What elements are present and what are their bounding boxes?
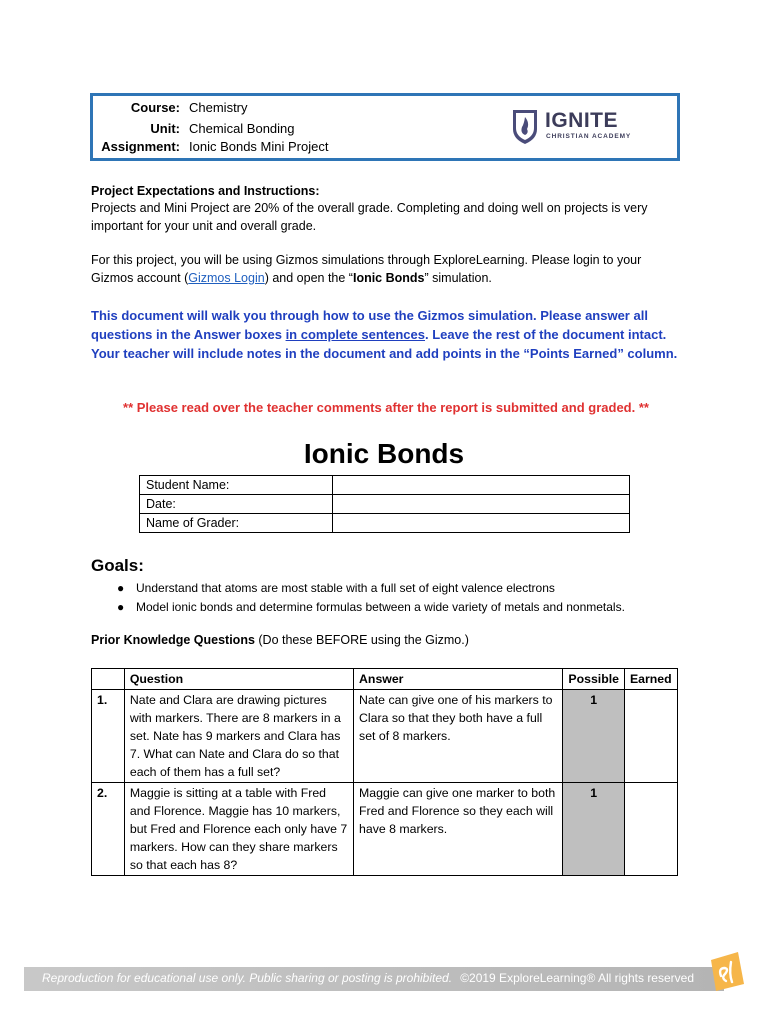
blue-text-start: This document will walk you through how to use the Gizmos simulation. Please answer all questions in the Answer boxes (91, 308, 648, 342)
table-row (92, 783, 678, 876)
possible-header: Possible (563, 669, 625, 690)
earned-points[interactable] (624, 783, 677, 876)
goal-text: Model ionic bonds and determine formulas between a wide variety of metals and nonmetals. (136, 600, 625, 614)
ignite-logo (511, 107, 651, 149)
page-title: Ionic Bonds (303, 438, 465, 469)
unit-value: Chemical Bonding (189, 121, 295, 136)
footer-left-text: Reproduction for educational use only. Public sharing or posting is prohibited. (42, 971, 453, 985)
student-info-table (139, 475, 630, 533)
possible-points: 1 (563, 783, 625, 876)
bullet-icon: ● (117, 600, 125, 614)
table-row (140, 514, 630, 533)
para2-text-start: For this project, you will be using Gizmos simulations through ExploreLearning. Please login to your Gizmos account ( (91, 253, 642, 285)
goal-text: Understand that atoms are most stable with a full set of eight valence electrons (136, 581, 555, 595)
date-field[interactable] (333, 495, 630, 514)
student-name-field[interactable] (333, 476, 630, 495)
answer-header: Answer (354, 669, 563, 690)
student-name-label: Student Name: (140, 476, 333, 495)
course-label: Course: (130, 100, 180, 115)
date-label: Date: (140, 495, 333, 514)
grader-label: Name of Grader: (140, 514, 333, 533)
table-row (140, 495, 630, 514)
expectations-paragraph-2 (91, 251, 681, 287)
course-value: Chemistry (189, 100, 248, 115)
prior-heading-rest: (Do these BEFORE using the Gizmo.) (254, 633, 469, 647)
blue-text-end: . Leave the rest of the document intact. Your teacher will include notes in the document and add points in the “Points Earned” column. (91, 327, 678, 361)
assignment-value: Ionic Bonds Mini Project (189, 139, 329, 154)
gizmos-login-link[interactable]: Gizmos Login (188, 271, 265, 285)
ignite-shield-icon (511, 107, 539, 145)
prior-heading-bold: Prior Knowledge Questions (91, 633, 255, 647)
earned-header: Earned (624, 669, 677, 690)
table-header-row (92, 669, 678, 690)
footer-bar (24, 967, 724, 991)
goals-heading: Goals: (91, 556, 144, 575)
questions-table (91, 668, 678, 876)
table-row (140, 476, 630, 495)
red-note: ** Please read over the teacher comments after the report is submitted and graded. ** (123, 400, 649, 415)
blue-instructions (91, 306, 681, 363)
question-header: Question (124, 669, 353, 690)
answer-field[interactable]: Nate can give one of his markers to Clara so that they both have a full set of 8 markers. (354, 690, 563, 783)
expectations-paragraph-1: Projects and Mini Project are 20% of the overall grade. Completing and doing well on projects is very important for your unit and overall grade. (91, 201, 648, 233)
question-text: Maggie is sitting at a table with Fred and Florence. Maggie has 10 markers, but Fred and Florence each only have 7 markers. How can they share markers so that each has 8? (124, 783, 353, 876)
number-header (92, 669, 125, 690)
course-header-box (90, 93, 680, 161)
explorelearning-el-icon (708, 950, 746, 992)
bullet-icon: ● (117, 581, 125, 595)
logo-sub-text: CHRISTIAN ACADEMY (546, 133, 632, 140)
logo-brand-text: IGNITE (545, 109, 619, 132)
question-number: 1. (92, 690, 125, 783)
earned-points[interactable] (624, 690, 677, 783)
possible-points: 1 (563, 690, 625, 783)
question-text: Nate and Clara are drawing pictures with markers. There are 8 markers in a set. Nate has 9 markers and Clara has 7. What can Nate and Clara do so that each of them has a full set? (124, 690, 353, 783)
prior-knowledge-heading (91, 633, 469, 647)
footer-right-text: ©2019 ExploreLearning® All rights reserved (460, 971, 694, 985)
blue-underlined-text: in complete sentences (285, 327, 426, 342)
expectations-heading: Project Expectations and Instructions: (91, 184, 320, 198)
grader-field[interactable] (333, 514, 630, 533)
question-number: 2. (92, 783, 125, 876)
answer-field[interactable]: Maggie can give one marker to both Fred and Florence so they each will have 8 markers. (354, 783, 563, 876)
para2-text-end: ” simulation. (424, 271, 492, 285)
table-row (92, 690, 678, 783)
para2-text-mid: ) and open the “ (264, 271, 353, 285)
unit-label: Unit: (150, 121, 180, 136)
assignment-label: Assignment: (101, 139, 180, 154)
para2-bold-text: Ionic Bonds (352, 271, 425, 285)
